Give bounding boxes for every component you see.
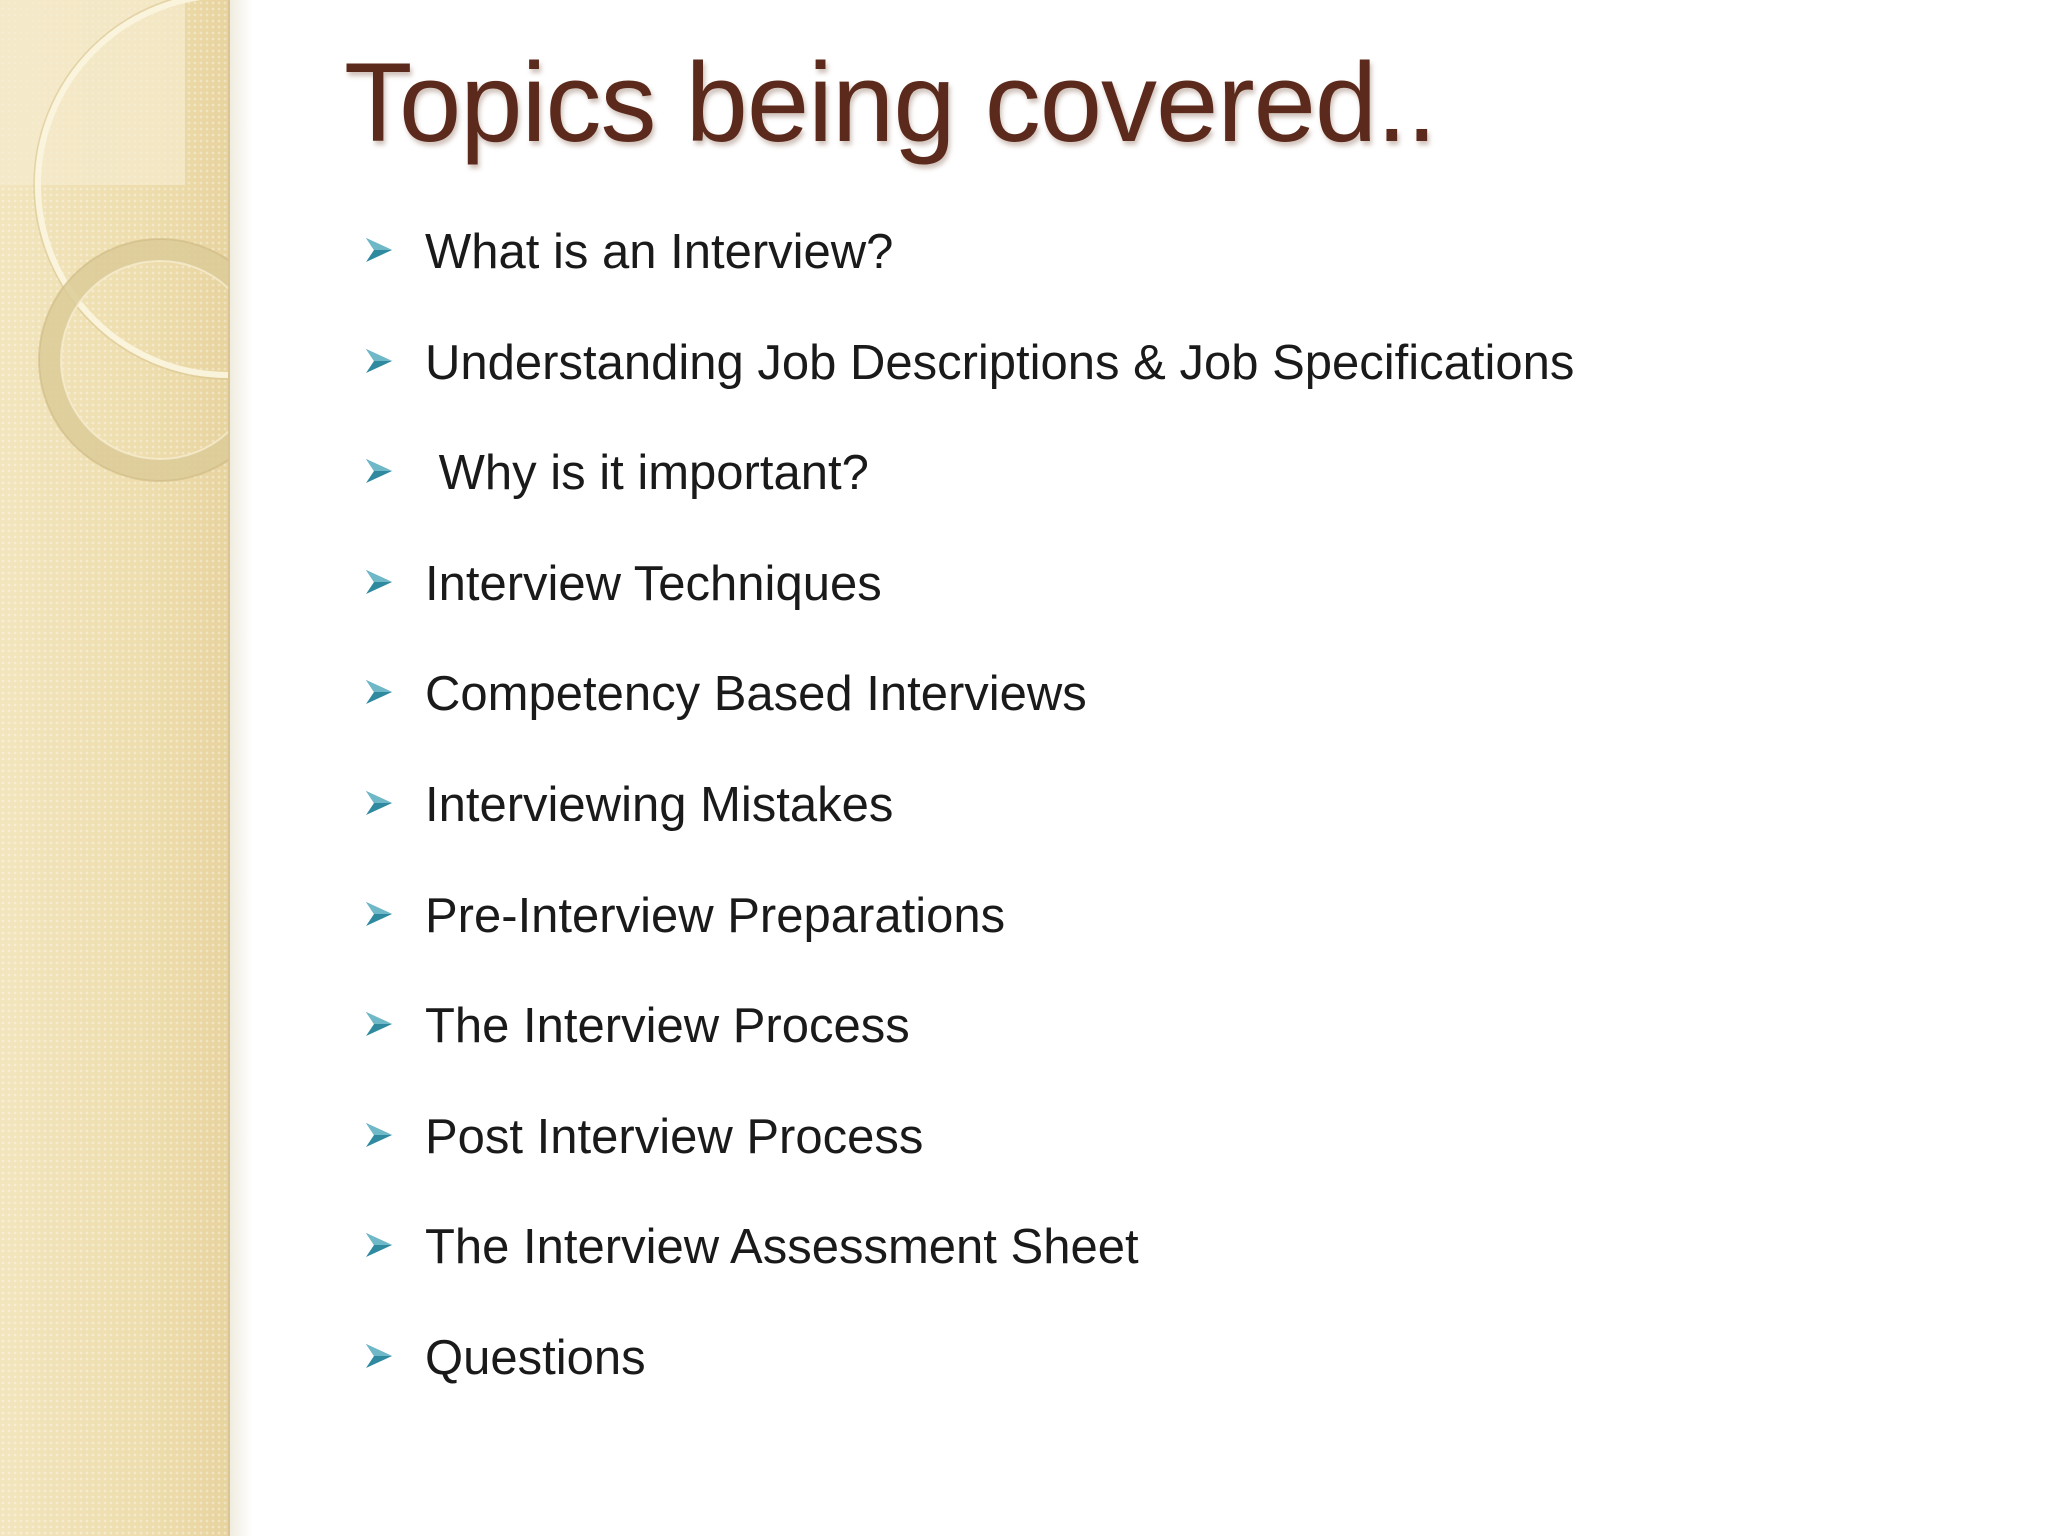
- topic-text: Interviewing Mistakes: [425, 777, 894, 832]
- decorative-circles: [0, 0, 228, 520]
- panel-shadow: [228, 0, 252, 1536]
- topic-text: The Interview Process: [425, 999, 910, 1054]
- topic-text: The Interview Assessment Sheet: [425, 1220, 1139, 1275]
- arrow-bullet-icon: [364, 347, 394, 375]
- decorative-side-panel: [0, 0, 230, 1536]
- arrow-bullet-icon: [364, 236, 394, 264]
- arrow-bullet-icon: [364, 568, 394, 596]
- arrow-bullet-icon: [364, 900, 394, 928]
- topic-text: Understanding Job Descriptions & Job Specifications: [425, 335, 1575, 390]
- slide-title: Topics being covered..: [344, 40, 1437, 165]
- topic-text: Why is it important?: [425, 446, 869, 501]
- arrow-bullet-icon: [364, 789, 394, 817]
- arrow-bullet-icon: [364, 1231, 394, 1259]
- arrow-bullet-icon: [364, 1342, 394, 1370]
- topic-text: Interview Techniques: [425, 556, 882, 611]
- arrow-bullet-icon: [364, 1121, 394, 1149]
- topic-text: Pre-Interview Preparations: [425, 888, 1006, 943]
- topic-text: Competency Based Interviews: [425, 667, 1087, 722]
- topic-text: Post Interview Process: [425, 1109, 924, 1164]
- topic-text: What is an Interview?: [425, 225, 894, 279]
- arrow-bullet-icon: [364, 1010, 394, 1038]
- arrow-bullet-icon: [364, 678, 394, 706]
- arrow-bullet-icon: [364, 457, 394, 485]
- topic-text: Questions: [425, 1330, 646, 1385]
